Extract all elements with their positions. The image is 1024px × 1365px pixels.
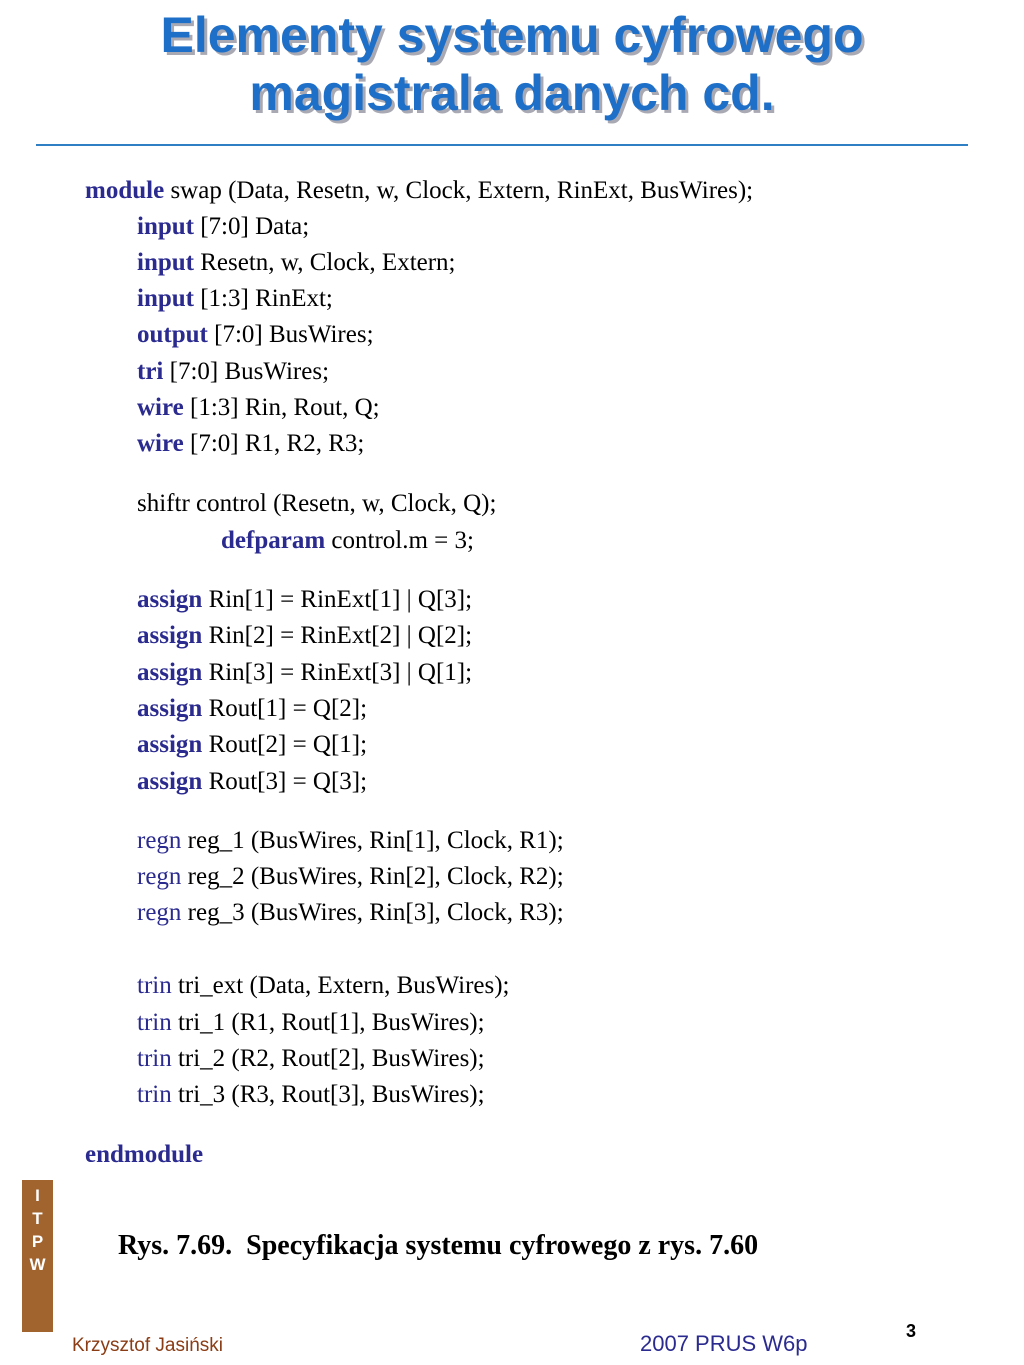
code-text: [7:0] Data; <box>193 213 310 240</box>
keyword: defparam <box>221 527 326 554</box>
keyword: regn <box>137 899 182 926</box>
sidebar-letter: W <box>29 1255 46 1274</box>
keyword: assign <box>137 768 203 795</box>
code-text: reg_3 (BusWires, Rin[3], Clock, R3); <box>181 899 564 926</box>
keyword: assign <box>137 659 203 686</box>
code-text: reg_2 (BusWires, Rin[2], Clock, R2); <box>181 863 564 890</box>
code-line <box>137 585 472 615</box>
keyword: regn <box>137 827 182 854</box>
code-line <box>137 357 329 387</box>
keyword: trin <box>137 1009 172 1036</box>
keyword: input <box>137 285 194 312</box>
code-line <box>221 526 474 556</box>
code-text: Resetn, w, Clock, Extern; <box>193 249 456 276</box>
code-text: Rin[2] = RinExt[2] | Q[2]; <box>202 622 473 649</box>
code-line <box>137 248 456 278</box>
code-line <box>85 1140 203 1170</box>
code-line <box>137 862 564 892</box>
keyword: trin <box>137 972 172 999</box>
code-text: Rin[3] = RinExt[3] | Q[1]; <box>202 659 473 686</box>
code-line <box>137 1044 485 1074</box>
code-line <box>137 284 333 314</box>
footer-author: Krzysztof Jasiński <box>72 1335 223 1356</box>
code-line <box>137 489 496 519</box>
sidebar-letter: P <box>31 1232 44 1251</box>
code-line <box>137 621 472 651</box>
code-text: Rout[2] = Q[1]; <box>202 731 368 758</box>
code-text: Rout[3] = Q[3]; <box>202 768 368 795</box>
code-text: [7:0] BusWires; <box>207 321 374 348</box>
title-divider <box>36 144 968 146</box>
keyword: wire <box>137 394 184 421</box>
code-text: tri_1 (R1, Rout[1], BusWires); <box>171 1009 485 1036</box>
keyword: module <box>85 177 165 204</box>
keyword: input <box>137 249 194 276</box>
code-line <box>137 1080 485 1110</box>
keyword: wire <box>137 430 184 457</box>
keyword: input <box>137 213 194 240</box>
code-line <box>137 971 510 1001</box>
sidebar-letter: T <box>32 1209 43 1228</box>
code-text: Rin[1] = RinExt[1] | Q[3]; <box>202 586 473 613</box>
code-line <box>85 176 753 206</box>
code-line <box>137 898 564 928</box>
keyword: trin <box>137 1081 172 1108</box>
code-line <box>137 730 367 760</box>
code-line <box>137 767 367 797</box>
footer-course: 2007 PRUS W6p <box>640 1331 808 1356</box>
code-line <box>137 393 380 423</box>
code-text: [1:3] Rin, Rout, Q; <box>183 394 380 421</box>
keyword: output <box>137 321 208 348</box>
sidebar-letter: I <box>35 1186 40 1205</box>
keyword: assign <box>137 695 203 722</box>
code-text: reg_1 (BusWires, Rin[1], Clock, R1); <box>181 827 564 854</box>
page-number: 3 <box>906 1321 917 1341</box>
code-line <box>137 658 472 688</box>
keyword: assign <box>137 622 203 649</box>
code-text: [7:0] R1, R2, R3; <box>183 430 365 457</box>
code-text: control.m = 3; <box>325 527 474 554</box>
code-text: [7:0] BusWires; <box>163 358 330 385</box>
title-line-1: Elementy systemu cyfrowego <box>160 7 864 63</box>
code-line <box>137 826 564 856</box>
code-text: tri_3 (R3, Rout[3], BusWires); <box>171 1081 485 1108</box>
keyword: assign <box>137 731 203 758</box>
title-line-2: magistrala danych cd. <box>249 65 775 121</box>
code-text: shiftr control (Resetn, w, Clock, Q); <box>137 490 497 517</box>
keyword: assign <box>137 586 203 613</box>
code-line <box>137 694 367 724</box>
slide-title <box>0 6 1024 122</box>
code-line <box>137 1008 485 1038</box>
code-text: swap (Data, Resetn, w, Clock, Extern, RinExt, BusWires); <box>164 177 754 204</box>
keyword: endmodule <box>85 1141 204 1168</box>
code-line <box>137 212 309 242</box>
code-line <box>137 320 374 350</box>
code-text: tri_ext (Data, Extern, BusWires); <box>171 972 510 999</box>
keyword: trin <box>137 1045 172 1072</box>
code-line <box>137 429 364 459</box>
keyword: regn <box>137 863 182 890</box>
code-text: [1:3] RinExt; <box>193 285 333 312</box>
code-text: tri_2 (R2, Rout[2], BusWires); <box>171 1045 485 1072</box>
keyword: tri <box>137 358 164 385</box>
figure-caption: Rys. 7.69. Specyfikacja systemu cyfrowego z rys. 7.60 <box>118 1230 759 1261</box>
itpw-sidebar-tab <box>22 1180 53 1332</box>
code-text: Rout[1] = Q[2]; <box>202 695 368 722</box>
